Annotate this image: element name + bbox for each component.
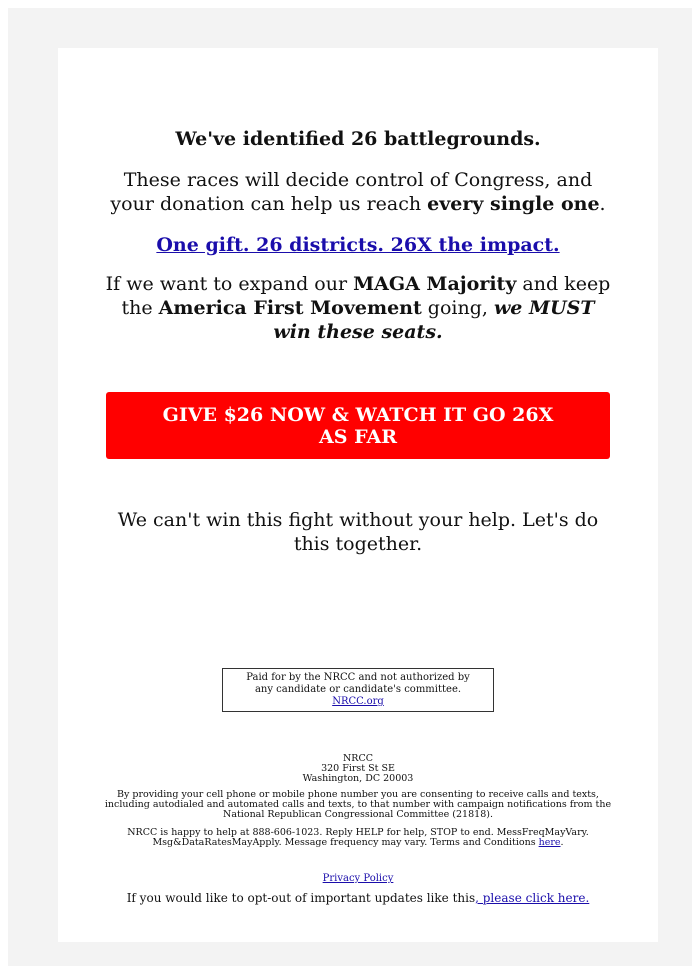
address-street: 320 First St SE <box>321 763 395 774</box>
paragraph-maga-t2: and keep the <box>121 273 611 319</box>
headline: We've identified 26 battlegrounds. <box>175 128 541 150</box>
email-card <box>58 48 658 942</box>
opt-out-link[interactable]: , please click here. <box>475 891 590 905</box>
terms-link[interactable]: here <box>538 837 561 848</box>
privacy-row <box>58 873 658 884</box>
paragraph-together: We can't win this fight without your help. Let's do this together. <box>117 509 599 555</box>
help-text <box>98 828 618 848</box>
disclaimer-text-wrap <box>239 672 477 708</box>
paragraph-maga <box>104 272 612 344</box>
email-frame <box>8 8 692 966</box>
paragraph-maga-t3: going, <box>421 297 494 319</box>
donate-button[interactable]: GIVE $26 NOW & WATCH IT GO 26X AS FAR <box>106 392 610 459</box>
must-win-bold-italic: we MUST win these seats. <box>273 297 595 343</box>
america-first-bold: America First Movement <box>158 297 422 319</box>
paragraph-races <box>108 168 608 216</box>
opt-out-row <box>58 891 658 905</box>
paid-for-disclaimer <box>222 668 494 712</box>
paragraph-maga-t1: If we want to expand our <box>105 273 354 295</box>
paragraph-races-end: . <box>599 193 606 215</box>
nrcc-org-link[interactable]: NRCC.org <box>332 696 384 707</box>
address-city: Washington, DC 20003 <box>302 773 414 784</box>
disclaimer-text: Paid for by the NRCC and not authorized by any candidate or candidate's committee. <box>246 672 470 695</box>
help-text-end: . <box>560 837 564 848</box>
privacy-policy-link[interactable]: Privacy Policy <box>322 873 394 884</box>
paragraph-races-text: These races will decide control of Congress, and your donation can help us reach <box>110 169 593 215</box>
mailing-address <box>98 754 618 784</box>
help-text-body: NRCC is happy to help at 888-606-1023. Reply HELP for help, STOP to end. MessFreqMayVary. Msg&DataRatesMayApply. Message frequency may vary. Terms and Conditions <box>127 827 589 848</box>
footer <box>98 754 618 856</box>
opt-out-text: If you would like to opt-out of important updates like this <box>126 891 476 905</box>
sms-consent-text: By providing your cell phone or mobile phone number you are consenting to receive calls and texts, including autodialed and automated calls and texts, to that number with campaign notifications from the National Republican Congressional Committee (21818). <box>104 789 612 820</box>
paragraph-races-bold: every single one <box>427 193 600 215</box>
address-org: NRCC <box>342 753 373 764</box>
impact-link[interactable]: One gift. 26 districts. 26X the impact. <box>156 234 560 256</box>
maga-majority-bold: MAGA Majority <box>353 273 517 295</box>
